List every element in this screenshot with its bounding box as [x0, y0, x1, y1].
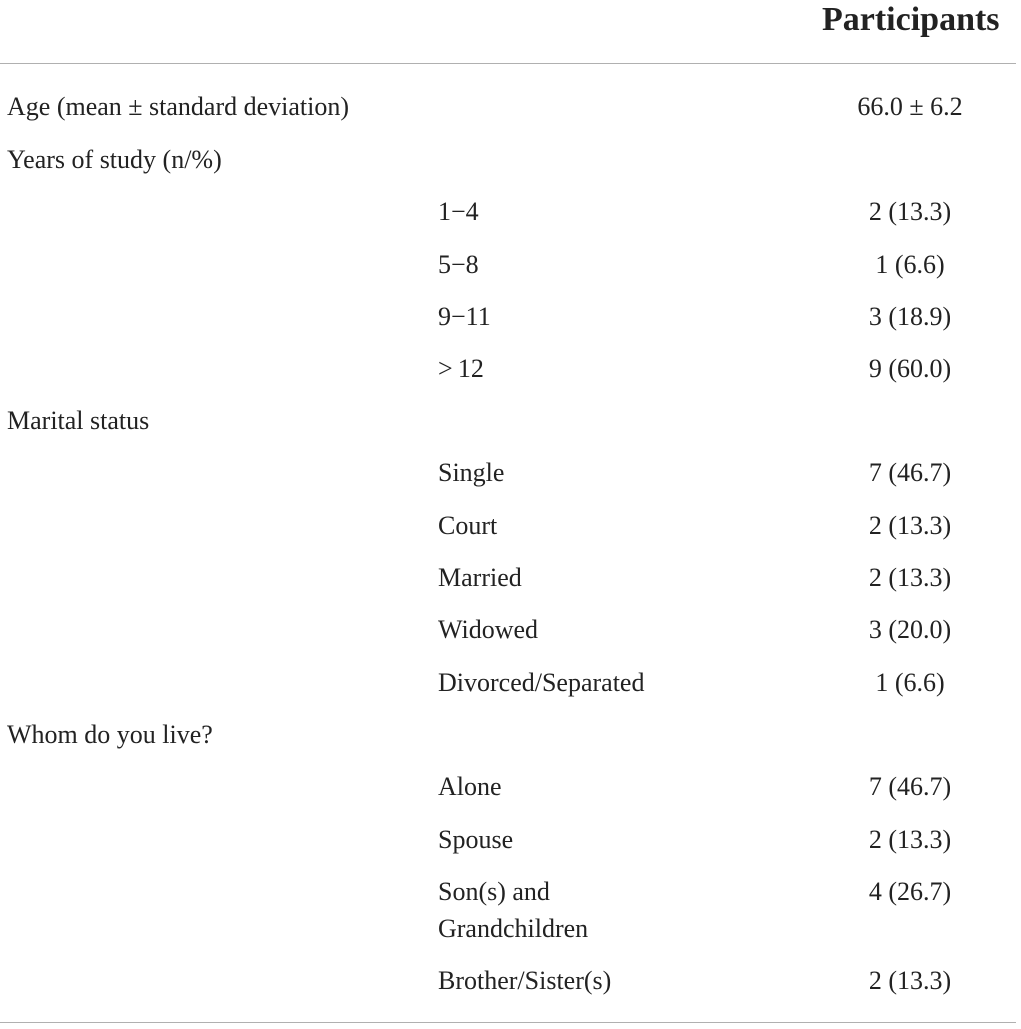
row-sub-years-5-8: 5−8 — [438, 250, 479, 279]
row-sub-years-over-12: > 12 — [438, 354, 484, 383]
header-rule — [0, 63, 1016, 64]
row-sub-single: Single — [438, 458, 505, 487]
row-sub-alone: Alone — [438, 772, 502, 801]
participants-column-header: Participants — [822, 1, 1000, 38]
row-sub-sons-and: Son(s) and — [438, 877, 550, 906]
row-value-sons-grandchildren: 4 (26.7) — [868, 877, 952, 906]
row-value-spouse: 2 (13.3) — [868, 825, 952, 854]
row-sub-brother-sister: Brother/Sister(s) — [438, 966, 612, 995]
row-value-court: 2 (13.3) — [868, 511, 952, 540]
row-value-years-9-11: 3 (18.9) — [868, 302, 952, 331]
row-value-years-over-12: 9 (60.0) — [868, 354, 952, 383]
row-sub-years-9-11: 9−11 — [438, 302, 491, 331]
row-value-years-5-8: 1 (6.6) — [875, 250, 945, 279]
row-value-brother-sister: 2 (13.3) — [868, 966, 952, 995]
row-sub-spouse: Spouse — [438, 825, 514, 854]
row-sub-widowed: Widowed — [438, 615, 539, 644]
row-value-widowed: 3 (20.0) — [868, 615, 952, 644]
row-category-living-arrangement: Whom do you live? — [7, 720, 213, 749]
row-category-age: Age (mean ± standard deviation) — [7, 92, 350, 121]
row-sub-married: Married — [438, 563, 522, 592]
row-value-married: 2 (13.3) — [868, 563, 952, 592]
row-category-years-of-study: Years of study (n/%) — [7, 145, 222, 174]
row-value-single: 7 (46.7) — [868, 458, 952, 487]
row-sub-years-1-4: 1−4 — [438, 197, 479, 226]
row-sub-divorced-separated: Divorced/Separated — [438, 668, 645, 697]
row-category-marital-status: Marital status — [7, 406, 150, 435]
row-value-alone: 7 (46.7) — [868, 772, 952, 801]
footer-rule — [0, 1022, 1016, 1023]
row-value-years-1-4: 2 (13.3) — [868, 197, 952, 226]
row-sub-court: Court — [438, 511, 498, 540]
row-sub-grandchildren: Grandchildren — [438, 914, 589, 943]
row-value-divorced-separated: 1 (6.6) — [875, 668, 945, 697]
row-value-age: 66.0 ± 6.2 — [857, 92, 963, 121]
